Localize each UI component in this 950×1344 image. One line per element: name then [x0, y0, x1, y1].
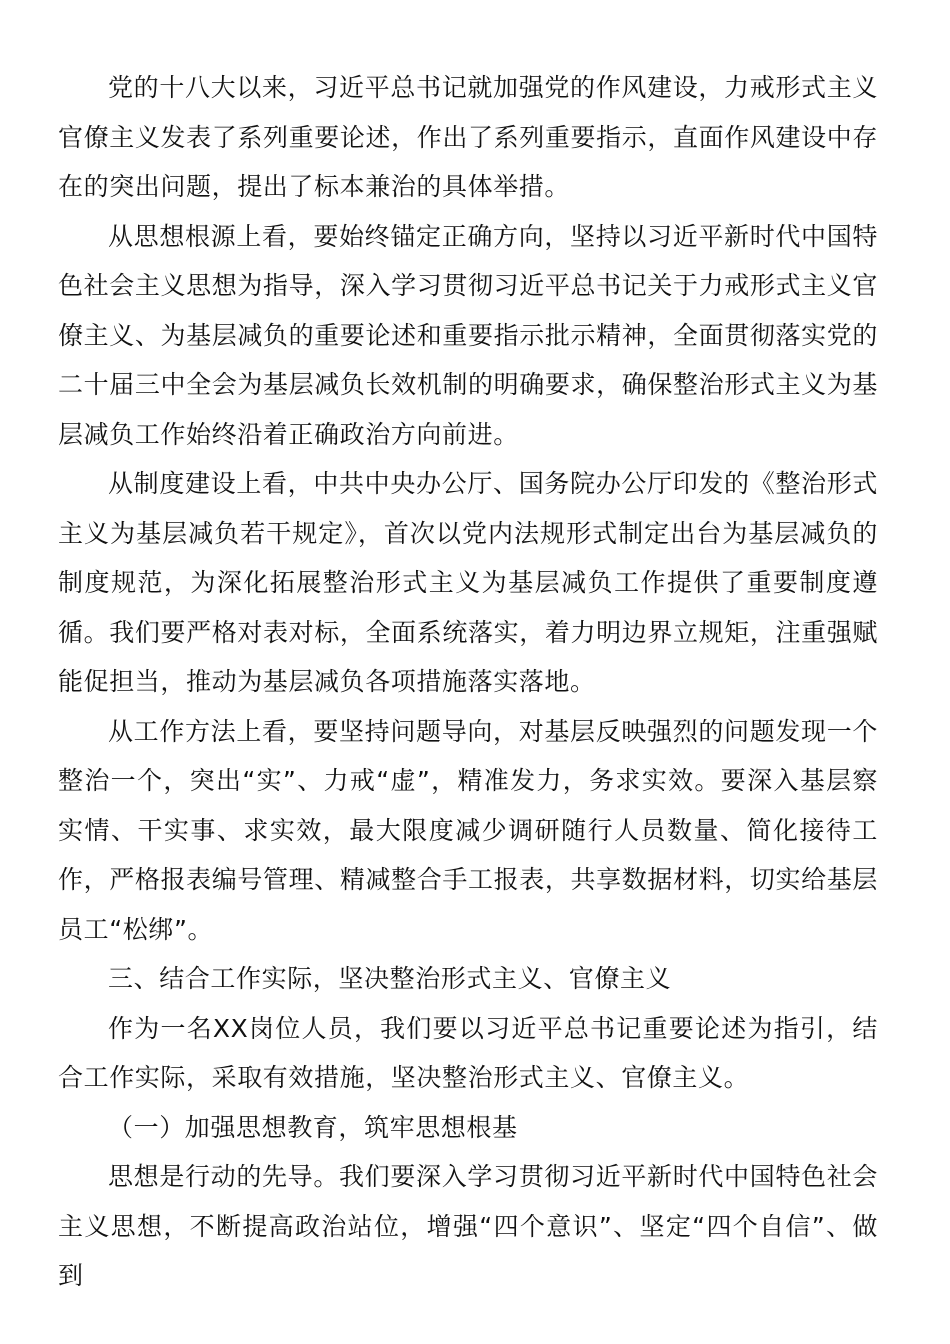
- subsection-heading: （一）加强思想教育，筑牢思想根基: [108, 1112, 518, 1142]
- paragraph-1: 党的十八大以来，习近平总书记就加强党的作风建设，力戒形式主义官僚主义发表了系列重要论述，作出了系列重要指示，直面作风建设中存在的突出问题，提出了标本兼治的具体举措。: [58, 73, 878, 201]
- paragraph-4: 从工作方法上看，要坚持问题导向，对基层反映强烈的问题发现一个整治一个，突出“实”、力戒“虚”，精准发力，务求实效。要深入基层察实情、干实事、求实效，最大限度减少调研随行人员数量、简化接待工作，严格报表编号管理、精减整合手工报表，共享数据材料，切实给基层员工“松绑”。: [58, 716, 878, 944]
- section-heading: 三、结合工作实际，坚决整治形式主义、官僚主义: [108, 964, 672, 993]
- document-body: [58, 63, 878, 1301]
- subsection-body: 思想是行动的先导。我们要深入学习贯彻习近平新时代中国特色社会主义思想，不断提高政治站位，增强“四个意识”、坚定“四个自信”、做到: [58, 1162, 878, 1290]
- paragraph-3: 从制度建设上看，中共中央办公厅、国务院办公厅印发的《整治形式主义为基层减负若干规定》，首次以党内法规形式制定出台为基层减负的制度规范，为深化拓展整治形式主义为基层减负工作提供了重要制度遵循。我们要严格对表对标，全面系统落实，着力明边界立规矩，注重强赋能促担当，推动为基层减负各项措施落实落地。: [58, 469, 878, 696]
- paragraph-2: 从思想根源上看，要始终锚定正确方向，坚持以习近平新时代中国特色社会主义思想为指导，深入学习贯彻习近平总书记关于力戒形式主义官僚主义、为基层减负的重要论述和重要指示批示精神，全面贯彻落实党的二十届三中全会为基层减负长效机制的明确要求，确保整治形式主义为基层减负工作始终沿着正确政治方向前进。: [58, 221, 878, 449]
- section-intro: 作为一名XX岗位人员，我们要以习近平总书记重要论述为指引，结合工作实际，采取有效措施，坚决整治形式主义、官僚主义。: [58, 1013, 878, 1092]
